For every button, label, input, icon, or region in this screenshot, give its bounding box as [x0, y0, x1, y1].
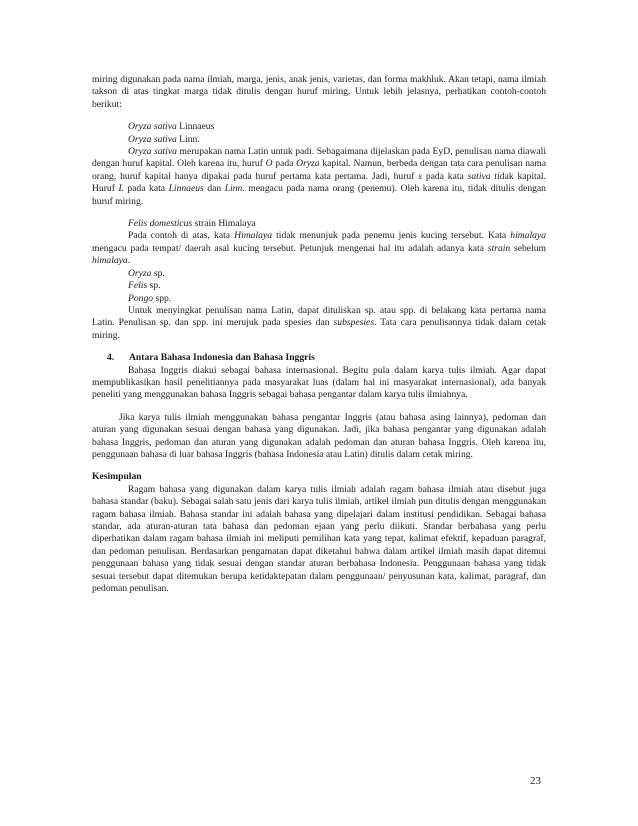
italic-text-run: Oryza sativa [128, 121, 177, 133]
italic-text-run: Linnaeus [168, 183, 204, 195]
text-run: . Tata cara penulisannya tidak dalam cetak miring. [92, 317, 547, 341]
abbreviation-paragraph [92, 305, 546, 342]
example-pongo-spp [92, 293, 546, 305]
text-run: Untuk menyingkat penulisan nama Latin, dapat dituliskan sp. atau spp. di belakang kata pertama nama Latin. Penulisan sp. dan spp. ini merujuk pada spesies dan [92, 304, 546, 329]
text-run: Linnaeus [176, 121, 215, 133]
conclusion-paragraph [92, 484, 546, 596]
text-run: strain Himalaya [192, 218, 256, 230]
text-run: pada kata [123, 183, 169, 195]
text-run: dan [203, 183, 225, 195]
text-run: pada [272, 158, 297, 170]
italic-text-run: himalaya [510, 230, 546, 242]
english-paragraph-1 [92, 365, 546, 402]
text-run: Ragam bahasa yang digunakan dalam karya tulis ilmiah adalah ragam bahasa ilmiah atau disebut juga bahasa standar (baku). Sebagai salah satu jenis dari karya tulis ilmiah, artikel ilmiah pun ditulis dengan menggunakan ragam bahasa ilmiah. Bahasa standar ini adalah bahasa yang dipelajari dalam institusi pendidikan. Sebagai bahasa standar, ada aturan-aturan tata bahasa dan pedoman ejaan yang perlu diikuti. Standar berbahasa yang perlu diperhatikan dalam ragam bahasa ilmiah ini meliputi pemilihan kata yang tepat, kalimat efektif, kepaduan paragraf, dan pedoman penulisan. Berdasarkan pengamatan dapat diketahui bahwa dalam artikel ilmiah masih dapat ditemui penggunaan bahasa yang tidak sesuai dengan standar aturan berbahasa Indonesia. Penggunaan bahasa yang tidak sesuai tersebut dapat ditemukan berupa ketidaktepatan dalam penggunaan/ penyusunan kata, kalimat, paragraf, dan pedoman penulisan. [92, 483, 546, 595]
text-run: mengacu pada tempat/ daerah asal kucing tersebut. Petunjuk mengenai hal itu adalah adanya kata [92, 242, 488, 254]
section-4-number: 4. [107, 352, 115, 364]
italic-text-run: Felis domesticus [128, 218, 193, 230]
conclusion-heading: Kesimpulan [92, 471, 142, 483]
section-4-heading [92, 352, 546, 364]
italic-text-run: s [418, 170, 422, 182]
italic-text-run: L [118, 183, 124, 195]
italic-text-run: Oryza sativa [128, 133, 177, 145]
text-run: Jika karya tulis ilmiah menggunakan bahasa pengantar Inggris (atau bahasa asing lainnya), pedoman dan aturan yang digunakan sesuai dengan bahasa yang digunakan. Jadi, jika bahasa pengantar yang digunakan adalah bahasa Inggris, pedoman dan aturan yang digunakan adalah pedoman dan aturan bahasa Inggris. Oleh karena itu, penggunaan bahasa di luar bahasa Inggris (bahasa Indonesia atau Latin) ditulis dalam cetak miring. [92, 411, 546, 460]
text-run: tidak menunjuk pada penemu jenis kucing tersebut. Kata [272, 230, 511, 242]
text-run: tidak kapital. Huruf [92, 170, 546, 195]
text-run: . mengacu pada nama orang (penemu). Oleh karena itu, tidak ditulis dengan huruf miring. [92, 183, 546, 207]
english-paragraph-2 [92, 412, 546, 462]
oryza-explanation-paragraph [92, 146, 546, 208]
text-run: spp. [153, 292, 172, 304]
italic-text-run: Felis [128, 280, 148, 292]
text-run: sebelum [510, 242, 546, 254]
italic-text-run: Himalaya [234, 230, 272, 242]
text-run: sp. [151, 267, 165, 279]
text-run: merupakan nama Latin untuk padi. Sebagaimana dijelaskan pada EyD, penulisan nama diawali dengan huruf kapital. Oleh karena itu, huruf [92, 146, 547, 170]
section-4-title: Antara Bahasa Indonesia dan Bahasa Inggris [129, 352, 315, 364]
italic-text-run: subspesies [333, 317, 375, 329]
italic-text-run: himalaya [92, 255, 128, 267]
felis-explanation-paragraph [92, 230, 546, 267]
italic-text-run: Linn [224, 183, 243, 195]
text-run: miring digunakan pada nama ilmiah, marga, jenis, anak jenis, varietas, dan forma makhluk. Akan tetapi, nama ilmiah takson di atas tingkat marga tidak ditulis dengan huruf miring. Untuk lebih jelasnya, perhatikan contoh-contoh berikut: [92, 74, 546, 110]
italic-text-run: Oryza [296, 158, 320, 170]
italic-text-run: strain [487, 242, 511, 254]
example-felis-sp [92, 280, 546, 292]
text-run: sp. [147, 280, 161, 292]
text-run: Linn. [176, 133, 200, 145]
italic-text-run: O [265, 158, 273, 170]
example-oryza-linn [92, 134, 546, 146]
example-felis-himalaya [92, 218, 546, 230]
italic-text-run: Pongo [128, 292, 154, 304]
text-run: kapital. Namun, berbeda dengan tata cara penulisan nama orang, huruf kapital hanya dipakai pada huruf pertama kata pertama. Jadi, huruf [92, 158, 546, 182]
text-run: . [127, 255, 131, 267]
italic-text-run: sativa [467, 170, 491, 182]
text-run: pada kata [421, 170, 468, 182]
example-oryza-sp [92, 268, 546, 280]
body-text [92, 74, 546, 595]
italic-text-run: Oryza [128, 267, 152, 279]
page-number: 23 [530, 775, 541, 787]
text-run: Pada contoh di atas, kata [128, 230, 235, 242]
text-run: Bahasa Inggris diakui sebagai bahasa internasional. Begitu pula dalam karya tulis ilmiah. Agar dapat mempublikasikan hasil penelitiannya pada masyarakat luas (dalam hal ini masyarakat internasional), ada banyak peneliti yang menggunakan bahasa Inggris sebagai bahasa pengantar dalam karya tulis ilmiahnya. [92, 364, 546, 401]
italic-text-run: Oryza sativa [128, 146, 177, 158]
intro-paragraph [92, 74, 546, 111]
example-oryza-linnaeus [92, 121, 546, 133]
